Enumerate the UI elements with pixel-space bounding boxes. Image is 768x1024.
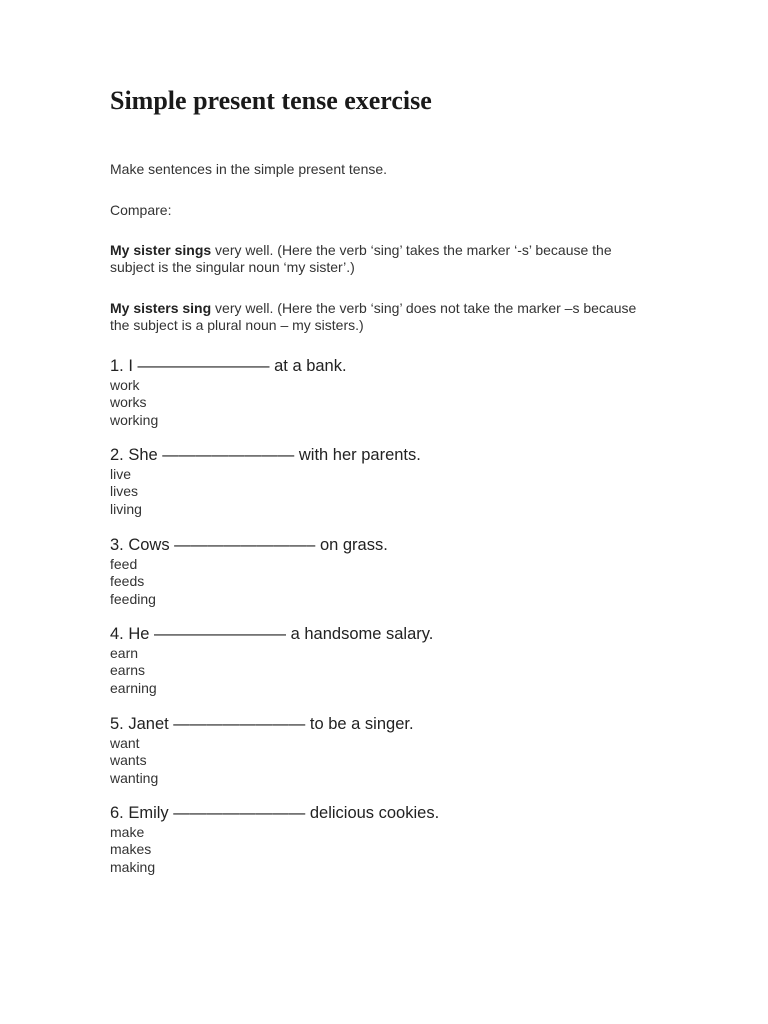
compare-label: Compare:	[110, 202, 172, 218]
example-explanation: very well. (Here the verb ‘sing’ takes the marker ‘-s’ because the subject is the singular noun ‘my sister’.)	[110, 242, 612, 275]
question-stem: 2. She ———————— with her parents.	[110, 446, 421, 464]
answer-option: work	[110, 377, 140, 393]
example-explanation: very well. (Here the verb ‘sing’ does not take the marker –s because the subject is a plural noun – my sisters.)	[110, 300, 637, 333]
answer-option: lives	[110, 483, 139, 500]
answer-options	[110, 556, 670, 608]
answer-option: feeds	[110, 573, 145, 590]
question-stem: 6. Emily ———————— delicious cookies.	[110, 804, 440, 822]
answer-options	[110, 466, 670, 518]
page-title: Simple present tense exercise	[110, 86, 432, 115]
example-plural	[110, 300, 658, 334]
answer-option: making	[110, 858, 156, 875]
answer-option: wants	[110, 752, 147, 769]
answer-option: want	[110, 735, 140, 751]
question-1	[110, 356, 670, 429]
example-singular	[110, 242, 658, 276]
question-stem: 4. He ———————— a handsome salary.	[110, 625, 434, 643]
instructions: Make sentences in the simple present tense.	[110, 161, 388, 177]
question-3	[110, 535, 670, 608]
example-bold-phrase: My sisters sing	[110, 300, 212, 316]
answer-options	[110, 824, 670, 876]
question-6	[110, 803, 670, 876]
question-4	[110, 624, 670, 697]
answer-option: feed	[110, 556, 138, 572]
answer-option: working	[110, 411, 159, 428]
answer-options	[110, 735, 670, 787]
question-stem: 3. Cows ————————– on grass.	[110, 536, 388, 554]
answer-options	[110, 377, 670, 429]
answer-option: earns	[110, 662, 146, 679]
question-stem: 5. Janet ———————— to be a singer.	[110, 715, 414, 733]
question-5	[110, 714, 670, 787]
answer-option: make	[110, 824, 145, 840]
question-2	[110, 445, 670, 518]
question-stem: 1. I ———————— at a bank.	[110, 357, 347, 375]
example-bold-phrase: My sister sings	[110, 242, 212, 258]
answer-option: live	[110, 466, 132, 482]
answer-option: earning	[110, 679, 157, 696]
answer-option: living	[110, 500, 142, 517]
answer-options	[110, 645, 670, 697]
answer-option: earn	[110, 645, 139, 661]
answer-option: works	[110, 394, 147, 411]
answer-option: wanting	[110, 769, 159, 786]
answer-option: feeding	[110, 590, 156, 607]
answer-option: makes	[110, 841, 152, 858]
